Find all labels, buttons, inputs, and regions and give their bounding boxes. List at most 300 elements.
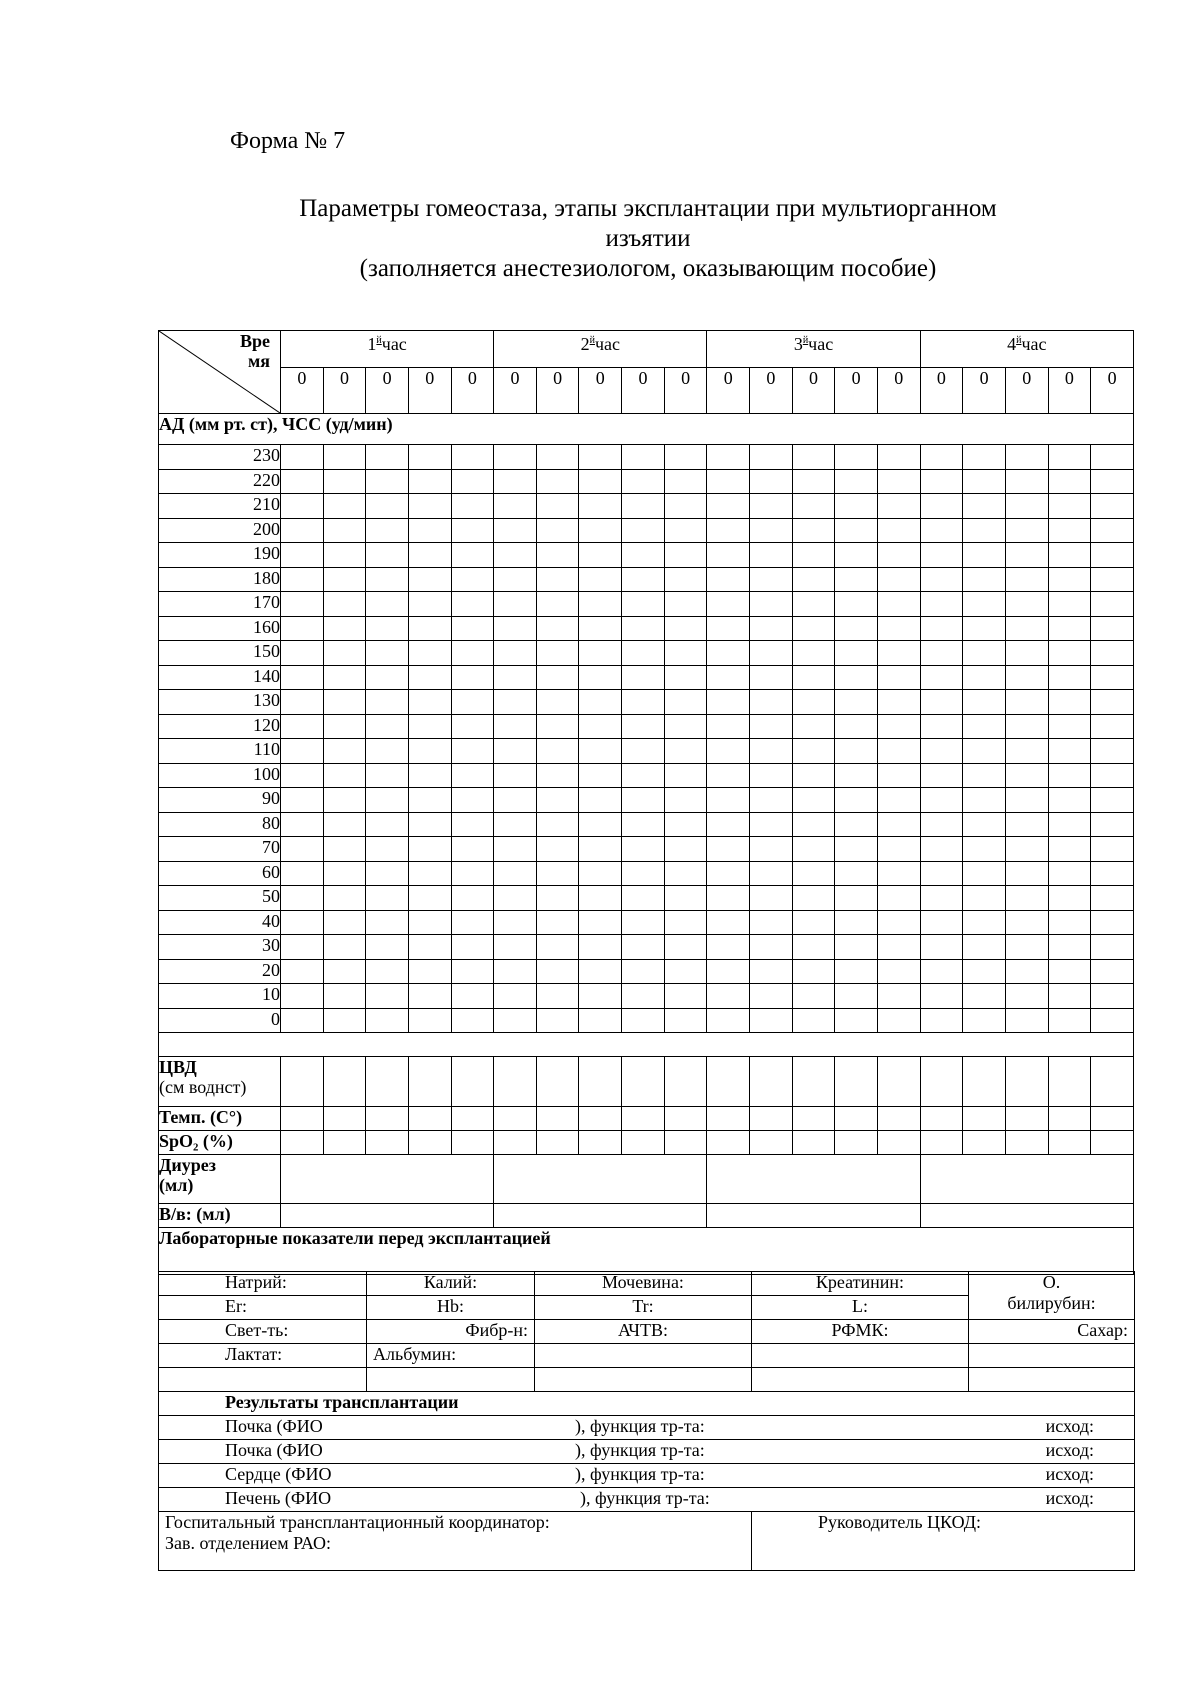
cvd-cell[interactable]	[366, 1057, 409, 1107]
spo2-cell[interactable]	[536, 1131, 579, 1155]
grid-cell[interactable]	[750, 714, 793, 739]
grid-cell[interactable]	[1005, 665, 1048, 690]
grid-cell[interactable]	[1091, 984, 1134, 1009]
grid-cell[interactable]	[536, 494, 579, 519]
grid-cell[interactable]	[877, 714, 920, 739]
grid-cell[interactable]	[1048, 1008, 1091, 1033]
spo2-cell[interactable]	[579, 1131, 622, 1155]
cvd-cell[interactable]	[963, 1057, 1006, 1107]
grid-cell[interactable]	[792, 567, 835, 592]
diuresis-hour-cell[interactable]	[920, 1155, 1133, 1204]
grid-cell[interactable]	[536, 910, 579, 935]
temp-cell[interactable]	[877, 1107, 920, 1131]
grid-cell[interactable]	[281, 714, 324, 739]
grid-cell[interactable]	[579, 543, 622, 568]
grid-cell[interactable]	[963, 812, 1006, 837]
grid-cell[interactable]	[323, 812, 366, 837]
cvd-cell[interactable]	[920, 1057, 963, 1107]
grid-cell[interactable]	[281, 739, 324, 764]
grid-cell[interactable]	[963, 861, 1006, 886]
grid-cell[interactable]	[281, 1008, 324, 1033]
grid-cell[interactable]	[877, 665, 920, 690]
lab-lactate[interactable]: Лактат:	[159, 1344, 367, 1368]
grid-cell[interactable]	[750, 518, 793, 543]
grid-cell[interactable]	[366, 861, 409, 886]
grid-cell[interactable]	[1005, 739, 1048, 764]
result-kidney-2[interactable]: Почка (ФИО ), функция тр-та: исход:	[159, 1440, 1135, 1464]
lab-er[interactable]: Er:	[159, 1296, 367, 1320]
grid-cell[interactable]	[1005, 984, 1048, 1009]
grid-cell[interactable]	[835, 763, 878, 788]
grid-cell[interactable]	[1091, 665, 1134, 690]
grid-cell[interactable]	[835, 910, 878, 935]
grid-cell[interactable]	[920, 935, 963, 960]
grid-cell[interactable]	[750, 739, 793, 764]
grid-cell[interactable]	[494, 592, 537, 617]
spo2-cell[interactable]	[281, 1131, 324, 1155]
grid-cell[interactable]	[366, 616, 409, 641]
grid-cell[interactable]	[963, 665, 1006, 690]
grid-cell[interactable]	[579, 714, 622, 739]
grid-cell[interactable]	[323, 567, 366, 592]
grid-cell[interactable]	[750, 690, 793, 715]
grid-cell[interactable]	[622, 959, 665, 984]
grid-cell[interactable]	[1091, 518, 1134, 543]
grid-cell[interactable]	[408, 616, 451, 641]
grid-cell[interactable]	[920, 1008, 963, 1033]
grid-cell[interactable]	[835, 469, 878, 494]
grid-cell[interactable]	[1005, 714, 1048, 739]
grid-cell[interactable]	[963, 788, 1006, 813]
lab-l[interactable]: L:	[752, 1296, 969, 1320]
grid-cell[interactable]	[664, 445, 707, 470]
grid-cell[interactable]	[750, 861, 793, 886]
grid-cell[interactable]	[877, 837, 920, 862]
grid-cell[interactable]	[707, 543, 750, 568]
grid-cell[interactable]	[963, 837, 1006, 862]
grid-cell[interactable]	[750, 616, 793, 641]
grid-cell[interactable]	[792, 592, 835, 617]
grid-cell[interactable]	[323, 763, 366, 788]
grid-cell[interactable]	[664, 739, 707, 764]
spo2-cell[interactable]	[877, 1131, 920, 1155]
grid-cell[interactable]	[792, 690, 835, 715]
grid-cell[interactable]	[750, 567, 793, 592]
lab-empty-cell[interactable]	[969, 1368, 1135, 1392]
grid-cell[interactable]	[1091, 837, 1134, 862]
grid-cell[interactable]	[408, 910, 451, 935]
grid-cell[interactable]	[622, 910, 665, 935]
grid-cell[interactable]	[451, 714, 494, 739]
grid-cell[interactable]	[1048, 494, 1091, 519]
grid-cell[interactable]	[451, 445, 494, 470]
grid-cell[interactable]	[622, 543, 665, 568]
grid-cell[interactable]	[920, 837, 963, 862]
grid-cell[interactable]	[579, 739, 622, 764]
temp-cell[interactable]	[622, 1107, 665, 1131]
grid-cell[interactable]	[366, 837, 409, 862]
cvd-cell[interactable]	[451, 1057, 494, 1107]
grid-cell[interactable]	[622, 641, 665, 666]
spo2-cell[interactable]	[451, 1131, 494, 1155]
grid-cell[interactable]	[877, 616, 920, 641]
grid-cell[interactable]	[579, 788, 622, 813]
grid-cell[interactable]	[835, 984, 878, 1009]
grid-cell[interactable]	[536, 616, 579, 641]
grid-cell[interactable]	[622, 935, 665, 960]
lab-empty-cell[interactable]	[367, 1368, 535, 1392]
grid-cell[interactable]	[323, 518, 366, 543]
grid-cell[interactable]	[664, 690, 707, 715]
spo2-cell[interactable]	[1091, 1131, 1134, 1155]
grid-cell[interactable]	[920, 910, 963, 935]
grid-cell[interactable]	[707, 690, 750, 715]
grid-cell[interactable]	[323, 886, 366, 911]
grid-cell[interactable]	[664, 788, 707, 813]
grid-cell[interactable]	[408, 812, 451, 837]
grid-cell[interactable]	[579, 567, 622, 592]
grid-cell[interactable]	[408, 494, 451, 519]
grid-cell[interactable]	[622, 445, 665, 470]
temp-cell[interactable]	[1048, 1107, 1091, 1131]
grid-cell[interactable]	[622, 861, 665, 886]
grid-cell[interactable]	[536, 886, 579, 911]
grid-cell[interactable]	[408, 518, 451, 543]
diuresis-hour-cell[interactable]	[707, 1155, 920, 1204]
cvd-cell[interactable]	[494, 1057, 537, 1107]
grid-cell[interactable]	[664, 616, 707, 641]
grid-cell[interactable]	[1048, 935, 1091, 960]
grid-cell[interactable]	[750, 763, 793, 788]
grid-cell[interactable]	[579, 886, 622, 911]
grid-cell[interactable]	[1048, 616, 1091, 641]
grid-cell[interactable]	[963, 690, 1006, 715]
grid-cell[interactable]	[451, 543, 494, 568]
grid-cell[interactable]	[920, 665, 963, 690]
grid-cell[interactable]	[408, 543, 451, 568]
grid-cell[interactable]	[877, 592, 920, 617]
grid-cell[interactable]	[1048, 763, 1091, 788]
grid-cell[interactable]	[451, 935, 494, 960]
grid-cell[interactable]	[750, 886, 793, 911]
temp-cell[interactable]	[494, 1107, 537, 1131]
grid-cell[interactable]	[750, 910, 793, 935]
grid-cell[interactable]	[622, 665, 665, 690]
grid-cell[interactable]	[1091, 1008, 1134, 1033]
grid-cell[interactable]	[877, 494, 920, 519]
grid-cell[interactable]	[281, 567, 324, 592]
grid-cell[interactable]	[536, 763, 579, 788]
grid-cell[interactable]	[451, 861, 494, 886]
grid-cell[interactable]	[323, 469, 366, 494]
lab-tr[interactable]: Tr:	[535, 1296, 752, 1320]
grid-cell[interactable]	[1091, 592, 1134, 617]
grid-cell[interactable]	[835, 812, 878, 837]
grid-cell[interactable]	[707, 518, 750, 543]
grid-cell[interactable]	[664, 837, 707, 862]
grid-cell[interactable]	[494, 1008, 537, 1033]
grid-cell[interactable]	[408, 886, 451, 911]
grid-cell[interactable]	[664, 1008, 707, 1033]
grid-cell[interactable]	[835, 543, 878, 568]
grid-cell[interactable]	[707, 494, 750, 519]
grid-cell[interactable]	[622, 567, 665, 592]
grid-cell[interactable]	[1005, 543, 1048, 568]
grid-cell[interactable]	[750, 837, 793, 862]
grid-cell[interactable]	[281, 837, 324, 862]
grid-cell[interactable]	[366, 469, 409, 494]
grid-cell[interactable]	[408, 837, 451, 862]
grid-cell[interactable]	[494, 665, 537, 690]
lab-creatinine[interactable]: Креатинин:	[752, 1272, 969, 1296]
grid-cell[interactable]	[579, 445, 622, 470]
grid-cell[interactable]	[835, 494, 878, 519]
result-kidney-1[interactable]: Почка (ФИО ), функция тр-та: исход:	[159, 1416, 1135, 1440]
grid-cell[interactable]	[281, 690, 324, 715]
grid-cell[interactable]	[494, 518, 537, 543]
iv-hour-cell[interactable]	[920, 1204, 1133, 1228]
grid-cell[interactable]	[963, 959, 1006, 984]
grid-cell[interactable]	[281, 469, 324, 494]
lab-sugar[interactable]: Сахар:	[969, 1320, 1135, 1344]
grid-cell[interactable]	[963, 494, 1006, 519]
grid-cell[interactable]	[1005, 494, 1048, 519]
grid-cell[interactable]	[579, 1008, 622, 1033]
grid-cell[interactable]	[281, 665, 324, 690]
grid-cell[interactable]	[664, 469, 707, 494]
grid-cell[interactable]	[835, 518, 878, 543]
grid-cell[interactable]	[366, 445, 409, 470]
grid-cell[interactable]	[664, 910, 707, 935]
grid-cell[interactable]	[366, 886, 409, 911]
grid-cell[interactable]	[877, 641, 920, 666]
grid-cell[interactable]	[451, 763, 494, 788]
temp-cell[interactable]	[408, 1107, 451, 1131]
grid-cell[interactable]	[707, 665, 750, 690]
grid-cell[interactable]	[835, 739, 878, 764]
grid-cell[interactable]	[1005, 837, 1048, 862]
grid-cell[interactable]	[536, 714, 579, 739]
temp-cell[interactable]	[664, 1107, 707, 1131]
grid-cell[interactable]	[451, 592, 494, 617]
grid-cell[interactable]	[1005, 935, 1048, 960]
grid-cell[interactable]	[494, 959, 537, 984]
grid-cell[interactable]	[408, 592, 451, 617]
grid-cell[interactable]	[835, 837, 878, 862]
grid-cell[interactable]	[835, 690, 878, 715]
grid-cell[interactable]	[1005, 886, 1048, 911]
grid-cell[interactable]	[494, 812, 537, 837]
grid-cell[interactable]	[920, 567, 963, 592]
spo2-cell[interactable]	[707, 1131, 750, 1155]
cvd-cell[interactable]	[1091, 1057, 1134, 1107]
grid-cell[interactable]	[451, 641, 494, 666]
grid-cell[interactable]	[1091, 910, 1134, 935]
grid-cell[interactable]	[750, 1008, 793, 1033]
grid-cell[interactable]	[323, 910, 366, 935]
lab-albumin[interactable]: Альбумин:	[367, 1344, 535, 1368]
grid-cell[interactable]	[622, 690, 665, 715]
grid-cell[interactable]	[835, 445, 878, 470]
grid-cell[interactable]	[1091, 690, 1134, 715]
grid-cell[interactable]	[664, 567, 707, 592]
grid-cell[interactable]	[536, 1008, 579, 1033]
grid-cell[interactable]	[792, 959, 835, 984]
grid-cell[interactable]	[963, 739, 1006, 764]
grid-cell[interactable]	[579, 910, 622, 935]
grid-cell[interactable]	[451, 886, 494, 911]
grid-cell[interactable]	[408, 739, 451, 764]
grid-cell[interactable]	[707, 714, 750, 739]
grid-cell[interactable]	[579, 494, 622, 519]
spo2-cell[interactable]	[835, 1131, 878, 1155]
grid-cell[interactable]	[579, 959, 622, 984]
grid-cell[interactable]	[750, 543, 793, 568]
grid-cell[interactable]	[750, 641, 793, 666]
temp-cell[interactable]	[707, 1107, 750, 1131]
grid-cell[interactable]	[792, 935, 835, 960]
grid-cell[interactable]	[963, 445, 1006, 470]
grid-cell[interactable]	[408, 984, 451, 1009]
lab-potassium[interactable]: Калий:	[367, 1272, 535, 1296]
lab-hb[interactable]: Hb:	[367, 1296, 535, 1320]
grid-cell[interactable]	[792, 665, 835, 690]
temp-cell[interactable]	[579, 1107, 622, 1131]
grid-cell[interactable]	[792, 445, 835, 470]
diuresis-hour-cell[interactable]	[281, 1155, 494, 1204]
grid-cell[interactable]	[664, 812, 707, 837]
grid-cell[interactable]	[536, 518, 579, 543]
grid-cell[interactable]	[451, 665, 494, 690]
grid-cell[interactable]	[536, 959, 579, 984]
grid-cell[interactable]	[622, 518, 665, 543]
grid-cell[interactable]	[366, 665, 409, 690]
grid-cell[interactable]	[792, 543, 835, 568]
grid-cell[interactable]	[366, 1008, 409, 1033]
grid-cell[interactable]	[835, 1008, 878, 1033]
grid-cell[interactable]	[1048, 690, 1091, 715]
grid-cell[interactable]	[494, 763, 537, 788]
grid-cell[interactable]	[366, 788, 409, 813]
grid-cell[interactable]	[792, 984, 835, 1009]
cvd-cell[interactable]	[281, 1057, 324, 1107]
temp-cell[interactable]	[366, 1107, 409, 1131]
grid-cell[interactable]	[366, 714, 409, 739]
grid-cell[interactable]	[494, 616, 537, 641]
grid-cell[interactable]	[281, 616, 324, 641]
grid-cell[interactable]	[1048, 543, 1091, 568]
grid-cell[interactable]	[494, 788, 537, 813]
grid-cell[interactable]	[792, 788, 835, 813]
grid-cell[interactable]	[750, 788, 793, 813]
spo2-cell[interactable]	[366, 1131, 409, 1155]
grid-cell[interactable]	[877, 690, 920, 715]
signature-coordinator[interactable]: Госпитальный трансплантационный координатор: Зав. отделением РАО:	[159, 1512, 752, 1571]
grid-cell[interactable]	[281, 518, 324, 543]
grid-cell[interactable]	[920, 763, 963, 788]
grid-cell[interactable]	[494, 739, 537, 764]
lab-achtv[interactable]: АЧТВ:	[535, 1320, 752, 1344]
grid-cell[interactable]	[1091, 469, 1134, 494]
grid-cell[interactable]	[408, 935, 451, 960]
grid-cell[interactable]	[1005, 567, 1048, 592]
grid-cell[interactable]	[664, 641, 707, 666]
grid-cell[interactable]	[408, 445, 451, 470]
grid-cell[interactable]	[920, 641, 963, 666]
grid-cell[interactable]	[323, 690, 366, 715]
grid-cell[interactable]	[579, 837, 622, 862]
grid-cell[interactable]	[707, 861, 750, 886]
grid-cell[interactable]	[408, 469, 451, 494]
lab-empty-cell[interactable]	[752, 1368, 969, 1392]
grid-cell[interactable]	[536, 641, 579, 666]
grid-cell[interactable]	[920, 592, 963, 617]
grid-cell[interactable]	[494, 543, 537, 568]
grid-cell[interactable]	[366, 567, 409, 592]
grid-cell[interactable]	[1005, 763, 1048, 788]
grid-cell[interactable]	[792, 469, 835, 494]
grid-cell[interactable]	[536, 567, 579, 592]
grid-cell[interactable]	[536, 543, 579, 568]
grid-cell[interactable]	[1091, 714, 1134, 739]
grid-cell[interactable]	[451, 469, 494, 494]
grid-cell[interactable]	[792, 910, 835, 935]
grid-cell[interactable]	[835, 592, 878, 617]
grid-cell[interactable]	[408, 861, 451, 886]
temp-cell[interactable]	[1005, 1107, 1048, 1131]
grid-cell[interactable]	[451, 959, 494, 984]
grid-cell[interactable]	[963, 567, 1006, 592]
cvd-cell[interactable]	[664, 1057, 707, 1107]
temp-cell[interactable]	[792, 1107, 835, 1131]
result-heart[interactable]: Сердце (ФИО ), функция тр-та: исход:	[159, 1464, 1135, 1488]
grid-cell[interactable]	[281, 861, 324, 886]
grid-cell[interactable]	[707, 567, 750, 592]
cvd-cell[interactable]	[579, 1057, 622, 1107]
grid-cell[interactable]	[1005, 445, 1048, 470]
grid-cell[interactable]	[707, 1008, 750, 1033]
grid-cell[interactable]	[1048, 861, 1091, 886]
grid-cell[interactable]	[792, 886, 835, 911]
grid-cell[interactable]	[281, 494, 324, 519]
grid-cell[interactable]	[1048, 445, 1091, 470]
grid-cell[interactable]	[707, 641, 750, 666]
grid-cell[interactable]	[408, 641, 451, 666]
grid-cell[interactable]	[281, 959, 324, 984]
grid-cell[interactable]	[792, 812, 835, 837]
grid-cell[interactable]	[579, 861, 622, 886]
cvd-cell[interactable]	[835, 1057, 878, 1107]
grid-cell[interactable]	[1091, 959, 1134, 984]
lab-urea[interactable]: Мочевина:	[535, 1272, 752, 1296]
grid-cell[interactable]	[451, 984, 494, 1009]
grid-cell[interactable]	[920, 518, 963, 543]
grid-cell[interactable]	[707, 935, 750, 960]
grid-cell[interactable]	[963, 763, 1006, 788]
grid-cell[interactable]	[877, 518, 920, 543]
grid-cell[interactable]	[323, 959, 366, 984]
grid-cell[interactable]	[877, 567, 920, 592]
grid-cell[interactable]	[494, 641, 537, 666]
grid-cell[interactable]	[1091, 886, 1134, 911]
grid-cell[interactable]	[622, 1008, 665, 1033]
grid-cell[interactable]	[750, 445, 793, 470]
spo2-cell[interactable]	[494, 1131, 537, 1155]
grid-cell[interactable]	[1048, 518, 1091, 543]
grid-cell[interactable]	[622, 592, 665, 617]
grid-cell[interactable]	[579, 616, 622, 641]
grid-cell[interactable]	[707, 984, 750, 1009]
